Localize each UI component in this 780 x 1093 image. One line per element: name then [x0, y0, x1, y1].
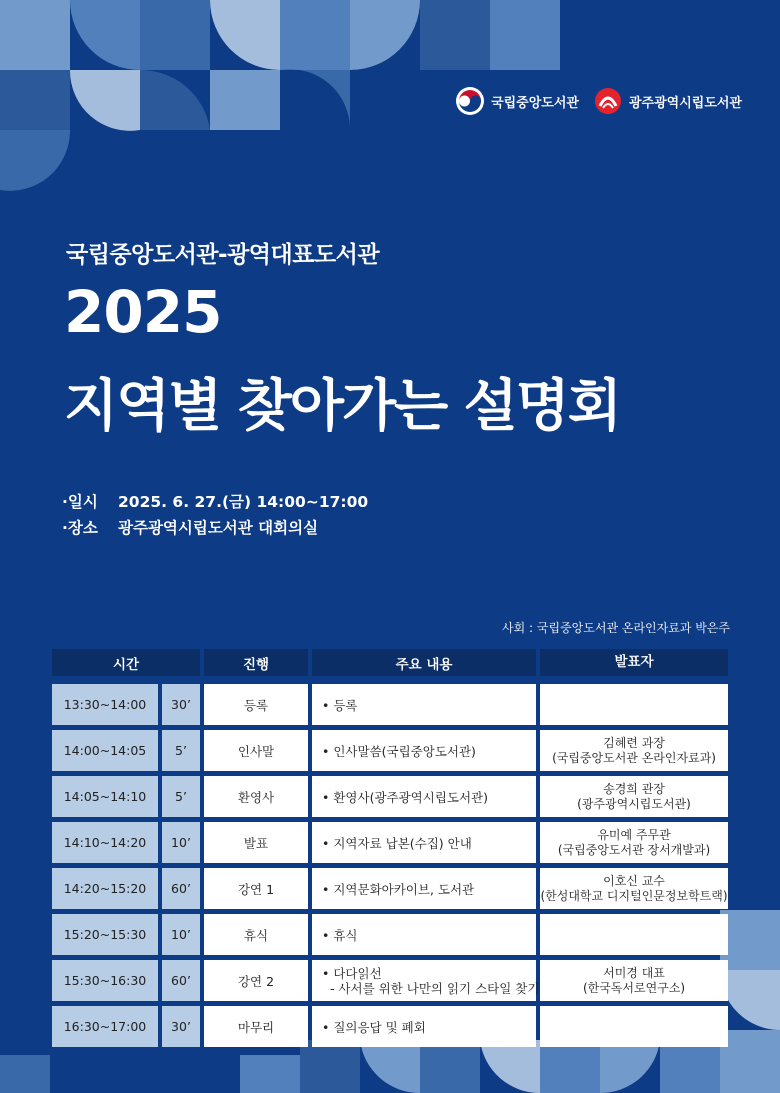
content-line: • 다다읽선: [322, 965, 382, 981]
speaker-affiliation: (국립중앙도서관 온라인자료과): [552, 750, 716, 765]
gwangju-library-name: 광주광역시립도서관: [628, 95, 742, 111]
content-line: • 지역문화아카이브, 도서관: [322, 881, 475, 897]
taegeuk-icon: [455, 86, 485, 116]
row-step: 등록: [204, 684, 308, 725]
row-speaker: [540, 960, 728, 1001]
speaker-name: 김혜련 과장: [603, 735, 665, 750]
row-speaker: [540, 684, 728, 725]
row-duration: 30’: [162, 684, 200, 725]
content-line: • 질의응답 및 폐회: [322, 1019, 426, 1035]
row-duration: 10’: [162, 822, 200, 863]
date-value: 2025. 6. 27.(금) 14:00~17:00: [118, 493, 369, 511]
row-step: 강연 1: [204, 868, 308, 909]
row-content: [312, 1006, 536, 1047]
speaker-affiliation: (한국독서로연구소): [582, 980, 686, 995]
row-speaker: [540, 776, 728, 817]
date-row: [62, 488, 368, 514]
row-content: [312, 914, 536, 955]
table-row: [52, 730, 732, 771]
content-line: • 지역자료 납본(수집) 안내: [322, 835, 472, 851]
row-content: [312, 868, 536, 909]
gwangju-emblem-icon: [593, 86, 623, 116]
row-step: 환영사: [204, 776, 308, 817]
row-content: [312, 822, 536, 863]
content-line: • 환영사(광주광역시립도서관): [322, 789, 489, 805]
row-content: [312, 684, 536, 725]
table-row: [52, 776, 732, 817]
table-header: [52, 649, 732, 676]
row-content: [312, 960, 540, 1001]
speaker-name: 서미경 대표: [603, 965, 665, 980]
row-speaker: [540, 822, 728, 863]
row-time: 15:30~16:30: [52, 960, 158, 1001]
row-time: 14:10~14:20: [52, 822, 158, 863]
schedule-table: [52, 649, 732, 1052]
header-step: 진행: [204, 649, 308, 676]
row-time: 14:00~14:05: [52, 730, 158, 771]
table-row: [52, 822, 732, 863]
content-line: • 인사말씀(국립중앙도서관): [322, 743, 476, 759]
logos: [455, 86, 742, 116]
row-duration: 10’: [162, 914, 200, 955]
table-row: [52, 684, 732, 725]
row-duration: 30’: [162, 1006, 200, 1047]
header-speaker: 발표자: [540, 649, 728, 676]
row-content: [312, 776, 536, 817]
gwangju-library-logo: [593, 86, 742, 116]
host-note: 사회 : 국립중앙도서관 온라인자료과 박은주: [502, 621, 730, 635]
date-label: ·일시: [62, 493, 98, 511]
speaker-name: 유미예 주무관: [597, 827, 671, 842]
place-label: ·장소: [62, 519, 98, 537]
speaker-affiliation: (국립중앙도서관 장서개발과): [557, 842, 711, 857]
place-value: 광주광역시립도서관 대회의실: [118, 519, 319, 537]
row-content: [312, 730, 536, 771]
event-subtitle: 국립중앙도서관-광역대표도서관: [66, 242, 380, 268]
content-line: • 휴식: [322, 927, 358, 943]
row-step: 마무리: [204, 1006, 308, 1047]
table-row: [52, 1006, 732, 1047]
national-library-name: 국립중앙도서관: [491, 95, 579, 111]
event-title: 지역별 찾아가는 설명회: [64, 374, 620, 439]
content-line: • 등록: [322, 697, 358, 713]
row-duration: 60’: [162, 960, 200, 1001]
header-content: 주요 내용: [312, 649, 536, 676]
row-speaker: [540, 868, 728, 909]
row-duration: 5’: [162, 776, 200, 817]
row-step: 발표: [204, 822, 308, 863]
row-speaker: [540, 1006, 728, 1047]
table-row: [52, 914, 732, 955]
event-info: [62, 488, 368, 540]
row-time: 13:30~14:00: [52, 684, 158, 725]
header-time: 시간: [52, 649, 200, 676]
row-time: 14:20~15:20: [52, 868, 158, 909]
event-year: 2025: [64, 278, 222, 346]
table-row: [52, 960, 732, 1001]
row-time: 15:20~15:30: [52, 914, 158, 955]
row-time: 14:05~14:10: [52, 776, 158, 817]
place-row: [62, 514, 368, 540]
content-subline: - 사서를 위한 나만의 읽기 스타일 찾기: [322, 980, 540, 996]
table-row: [52, 868, 732, 909]
row-step: 인사말: [204, 730, 308, 771]
speaker-name: 이호신 교수: [603, 873, 665, 888]
national-library-logo: [455, 86, 579, 116]
row-step: 휴식: [204, 914, 308, 955]
row-speaker: [540, 914, 728, 955]
row-speaker: [540, 730, 728, 771]
speaker-affiliation: (한성대학교 디지털인문정보학트랙): [540, 888, 728, 903]
row-duration: 5’: [162, 730, 200, 771]
row-step: 강연 2: [204, 960, 308, 1001]
speaker-affiliation: (광주광역시립도서관): [577, 796, 691, 811]
row-duration: 60’: [162, 868, 200, 909]
speaker-name: 송경희 관장: [603, 781, 665, 796]
row-time: 16:30~17:00: [52, 1006, 158, 1047]
